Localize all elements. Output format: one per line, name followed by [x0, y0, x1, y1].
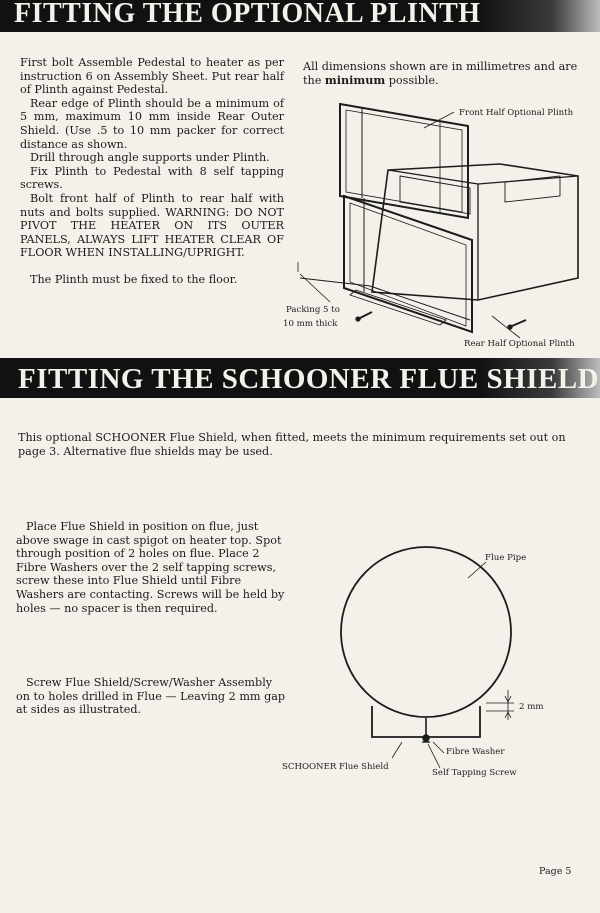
label-2mm-gap: 2 mm: [519, 702, 544, 712]
section-title-plinth: FITTING THE OPTIONAL PLINTH: [0, 0, 600, 32]
plinth-para-3: Drill through angle supports under Plinth.: [30, 151, 270, 165]
label-packing-line2: 10 mm thick: [283, 319, 338, 329]
label-flue-pipe: Flue Pipe: [485, 553, 527, 563]
page-number: Page 5: [539, 866, 572, 877]
washer-leader: [433, 742, 444, 753]
label-packing-line1: Packing 5 to: [286, 305, 340, 315]
flue-intro: This optional SCHOONER Flue Shield, when fitted, meets the minimum requirements set out on page 3. Alternative flue shields may be used.: [18, 431, 566, 458]
plinth-fix-floor-note: The Plinth must be fixed to the floor.: [30, 272, 238, 286]
plinth-para-4: Fix Plinth to Pedestal with 8 self tapping screws.: [20, 164, 284, 192]
label-fibre-washer: Fibre Washer: [446, 747, 505, 757]
flue-instruction-1: Place Flue Shield in position on flue, just above swage in cast spigot on heater top. Spot through position of 2 holes on flue. Place 2 Fibre Washers over the 2 self tapping screws, screw these into Flue Shield until Fibre Washers are contacting. Screws will be held by holes — no spacer is then required.: [16, 520, 285, 615]
dimensions-note: All dimensions shown are in millimetres and are the minimum possible.: [303, 60, 578, 87]
label-front-half-plinth: Front Half Optional Plinth: [459, 108, 574, 118]
flue-pipe-circle: [341, 547, 511, 717]
label-rear-half-plinth: Rear Half Optional Plinth: [464, 339, 575, 349]
plinth-para-1: First bolt Assemble Pedestal to heater as per instruction 6 on Assembly Sheet. Put rear half of Plinth against Pedestal.: [20, 56, 284, 97]
section-title-flue-shield: FITTING THE SCHOONER FLUE SHIELD: [0, 358, 600, 398]
shield-leader: [392, 742, 402, 758]
label-schooner-shield: SCHOONER Flue Shield: [282, 762, 389, 772]
label-self-tapping-screw: Self Tapping Screw: [432, 768, 517, 778]
dimensions-note-bold: minimum: [324, 72, 386, 87]
plinth-para-2: Rear edge of Plinth should be a minimum of 5 mm, maximum 10 mm inside Rear Outer Shield. (Use .5 to 10 mm packer for correct distance as shown.: [20, 96, 284, 151]
plinth-para-5: Bolt front half of Plinth to rear half with nuts and bolts supplied. WARNING: DO NOT PIVOT THE HEATER ON ITS OUTER PANELS, ALWAYS LIFT HEATER CLEAR OF FLOOR WHEN INSTALLING/UPRIGHT.: [20, 191, 284, 260]
flue-instruction-2: Screw Flue Shield/Screw/Washer Assembly on to holes drilled in Flue — Leaving 2 mm gap at sides as illustrated.: [16, 676, 286, 717]
